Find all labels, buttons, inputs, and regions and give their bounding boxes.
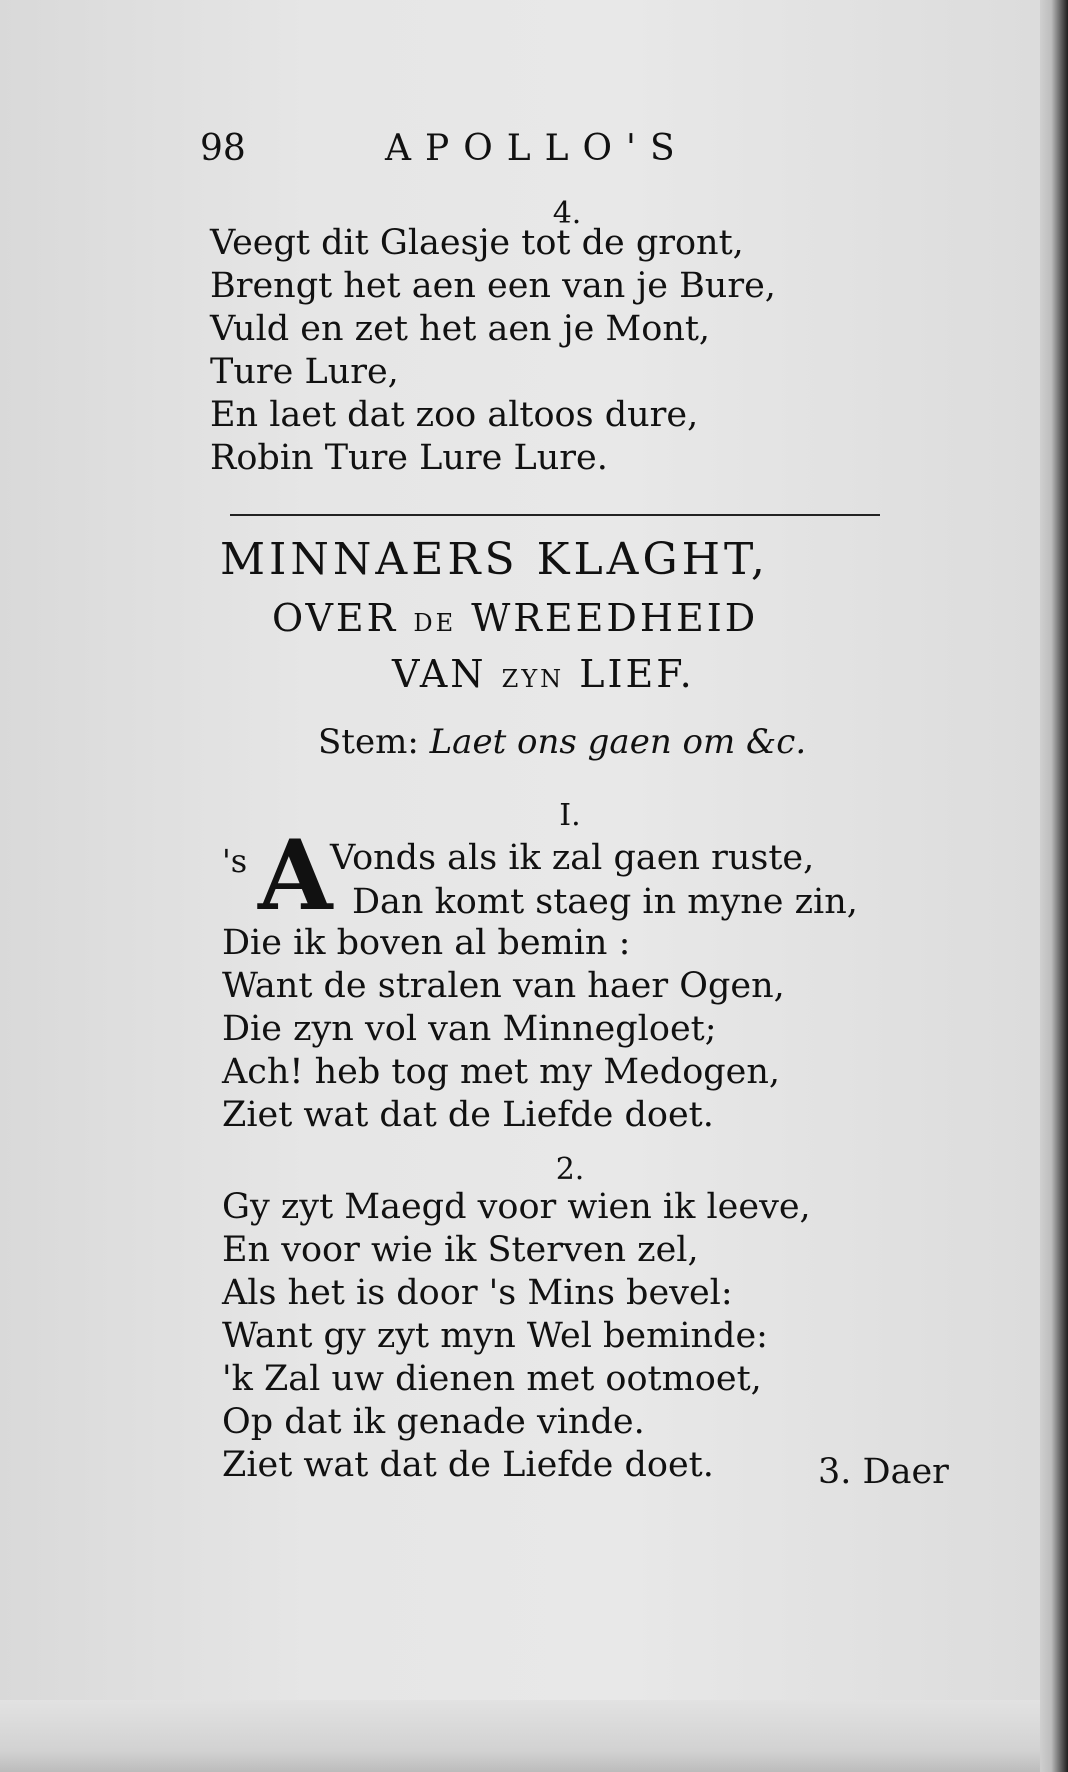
catchword: 3. Daer xyxy=(818,1452,949,1492)
verse-line: Die ik boven al bemin : xyxy=(222,923,631,963)
verse-line: Ach! heb tog met my Medogen, xyxy=(222,1052,781,1092)
stanza-1-opening xyxy=(222,819,922,932)
page-bottom-edge xyxy=(0,1700,1040,1772)
subtitle-small-caps: DE xyxy=(413,609,457,637)
verse-line: Robin Ture Lure Lure. xyxy=(210,438,608,478)
page-header xyxy=(200,128,800,178)
stanza-2-lines xyxy=(222,1186,811,1487)
verse-line: Vuld en zet het aen je Mont, xyxy=(210,309,711,349)
page-fore-edge xyxy=(1040,0,1068,1772)
verse-line: Vonds als ik zal gaen ruste, xyxy=(330,838,815,878)
verse-line: 'k Zal uw dienen met ootmoet, xyxy=(222,1359,762,1399)
verse-line: Ture Lure, xyxy=(210,352,399,392)
verse-line: Want de stralen van haer Ogen, xyxy=(222,966,785,1006)
song-subtitle-line2 xyxy=(392,652,892,696)
drop-cap-prefix: 's xyxy=(222,842,248,880)
section-divider xyxy=(230,514,880,516)
verse-line: Ziet wat dat de Liefde doet. xyxy=(222,1445,714,1485)
verse-line: Want gy zyt myn Wel beminde: xyxy=(222,1316,768,1356)
verse-line: Dan komt staeg in myne zin, xyxy=(352,882,858,922)
tune-name: Laet ons gaen om &c. xyxy=(429,722,807,762)
verse-4-lines xyxy=(210,222,776,480)
subtitle-word: LIEF. xyxy=(564,652,695,696)
subtitle-word: WREEDHEID xyxy=(456,596,759,640)
verse-number-4: 4. xyxy=(552,196,582,231)
verse-line: Op dat ik genade vinde. xyxy=(222,1402,645,1442)
verse-line: Brengt het aen een van je Bure, xyxy=(210,266,776,306)
verse-line: Die zyn vol van Minnegloet; xyxy=(222,1009,717,1049)
drop-cap: A xyxy=(258,819,333,932)
song-title: MINNAERS KLAGHT, xyxy=(220,534,769,585)
tune-indication xyxy=(318,722,918,762)
verse-line: En voor wie ik Sterven zel, xyxy=(222,1230,699,1270)
stanza-1-lines xyxy=(222,922,785,1137)
stanza-number-1: I. xyxy=(559,798,581,833)
verse-line: Gy zyt Maegd voor wien ik leeve, xyxy=(222,1187,811,1227)
subtitle-small-caps: ZYN xyxy=(501,665,565,693)
verse-line: En laet dat zoo altoos dure, xyxy=(210,395,699,435)
verse-line: Als het is door 's Mins bevel: xyxy=(222,1273,733,1313)
subtitle-word: OVER xyxy=(272,596,414,640)
subtitle-word: VAN xyxy=(392,652,502,696)
song-subtitle-line1 xyxy=(272,596,912,640)
stanza-number-2: 2. xyxy=(555,1152,585,1187)
page-number: 98 xyxy=(200,128,246,169)
tune-label: Stem: xyxy=(318,722,430,762)
running-head: APOLLO'S xyxy=(385,128,689,169)
verse-line: Veegt dit Glaesje tot de gront, xyxy=(210,223,744,263)
verse-line: Ziet wat dat de Liefde doet. xyxy=(222,1095,714,1135)
